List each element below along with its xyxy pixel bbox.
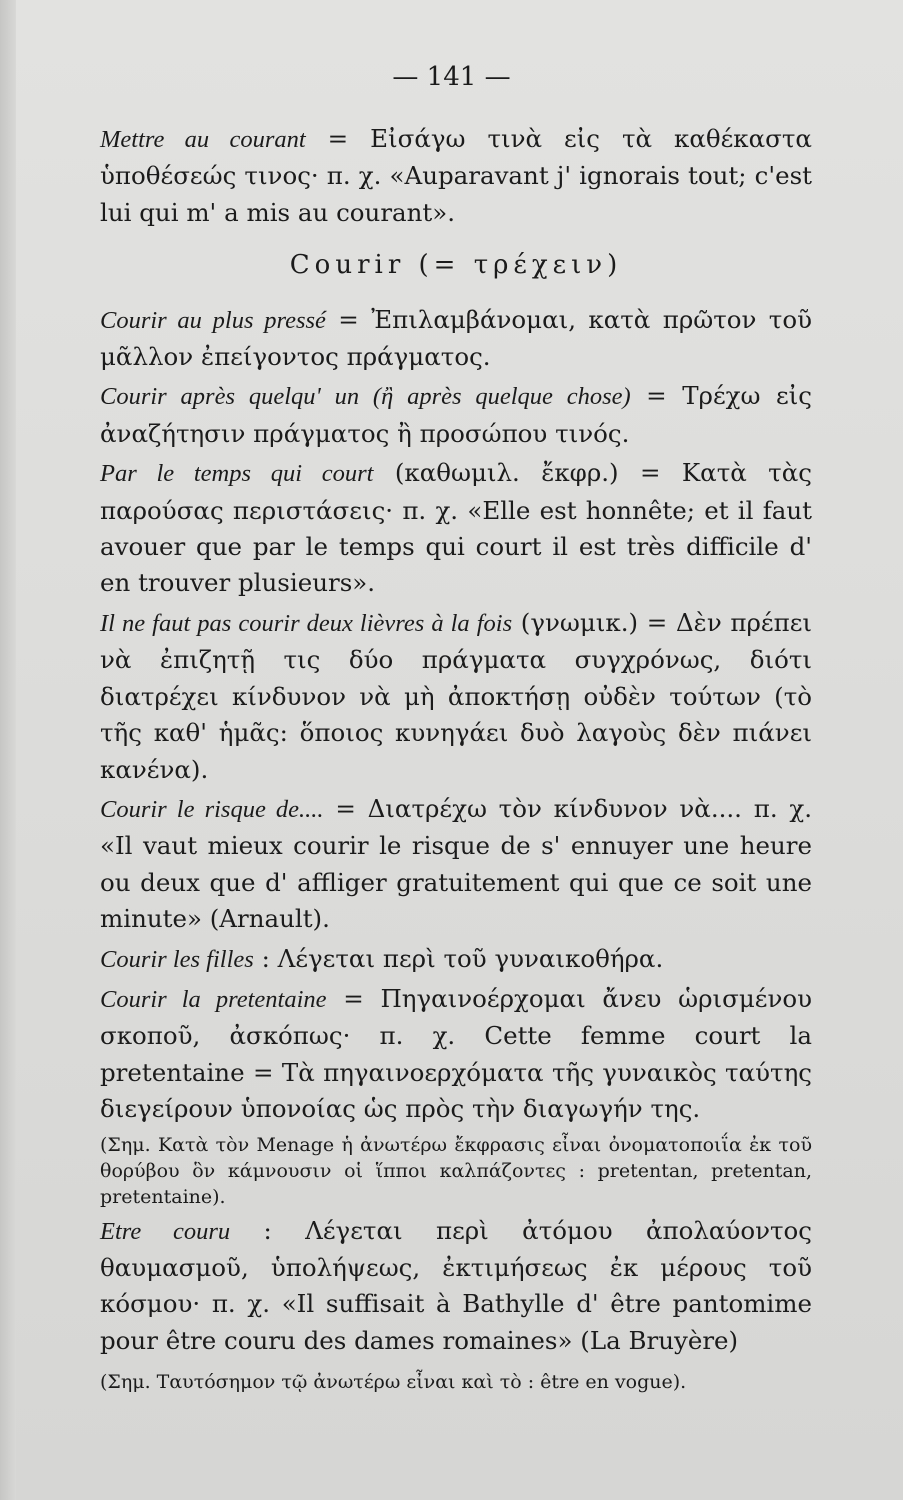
entry-text: : Λέγεται περὶ τοῦ γυναικοθήρα. <box>253 943 664 973</box>
entry-pretentaine <box>100 981 812 1128</box>
entry-etre-couru <box>100 1213 812 1360</box>
entry-courir-apres <box>100 378 812 452</box>
entry-term: Par le temps qui court <box>100 460 374 488</box>
entry-term: Courir le risque de.... <box>100 795 324 823</box>
entry-mettre-au-courant <box>100 121 812 231</box>
footnote-en-vogue: (Σημ. Ταυτόσημον τῷ ἀνωτέρω εἶναι καὶ τὸ : être en vogue). <box>100 1371 687 1394</box>
entry-text: = Εἰσάγω τινὰ εἰς τὰ καθέκαστα ὑποθέσεώς τινος· π. χ. «Auparavant j' ignorais tout; c'est lui qui m' a mis au courant». <box>100 124 812 227</box>
entry-text: = Διατρέχω τὸν κίνδυνον νὰ.... π. χ. «Il vaut mieux courir le risque de s' ennuyer une heure ou deux que d' affliger gratuitement qui que ce soit une minute» (Arnault). <box>100 793 812 934</box>
entry-term: Courir la pretentaine <box>100 985 327 1013</box>
entry-deux-lievres <box>100 605 812 788</box>
section-heading: Courir (= τρέχειν) <box>289 250 623 281</box>
entry-text: = Ἐπιλαμβάνομαι, κατὰ πρῶτον τοῦ μᾶλλον ἐπείγοντος πράγματος. <box>100 304 812 372</box>
entry-courir-au-plus-presse <box>100 302 812 376</box>
entry-courir-les-filles <box>100 941 812 978</box>
entry-term: Il ne faut pas courir deux lièvres à la fois <box>100 609 513 637</box>
footnote-menage: (Σημ. Κατὰ τὸν Menage ἡ ἀνωτέρω ἔκφρασις εἶναι ὀνοματοποιΐα ἐκ τοῦ θορύβου ὃν κάμνουσιν οἱ ἵπποι καλπάζοντες : pretentan, pretentan, pretentaine). <box>100 1133 812 1208</box>
entry-text: = Τρέχω εἰς ἀναζήτησιν πράγματος ἢ προσώπου τινός. <box>100 381 812 448</box>
page-number: — 141 — <box>392 62 511 92</box>
entry-text: : Λέγεται περὶ ἀτόμου ἀπολαύοντος θαυμασμοῦ, ὑπολήψεως, ἐκτιμήσεως ἐκ μέρους τοῦ κόσμου· π. χ. «Il suffisait à Bathylle d' être pantomime pour être couru des dames romaines» (La Bruyère) <box>100 1215 812 1355</box>
page-text <box>100 118 812 1395</box>
entry-term: Etre couru <box>100 1217 231 1245</box>
entry-term: Courir les filles <box>100 945 254 973</box>
entry-text: (γνωμικ.) = Δὲν πρέπει νὰ ἐπιζητῇ τις δύο πράγματα συγχρόνως, διότι διατρέχει κίνδυνον νὰ μὴ ἀποκτήσῃ οὐδὲν τούτων (τὸ τῆς καθ' ἡμᾶς: ὅποιος κυνηγάει δυὸ λαγοὺς δὲν πιάνει κανένα). <box>100 607 812 784</box>
entry-term: Courir après quelqu' un (ἢ après quelque chose) <box>100 383 631 411</box>
entry-term: Mettre au courant <box>100 126 306 153</box>
entry-text: (καθωμιλ. ἔκφρ.) = Κατὰ τὰς παρούσας περιστάσεις· π. χ. «Elle est honnête; et il faut avouer que par le temps qui court il est très difficile d' en trouver plusieurs». <box>100 458 812 598</box>
entry-term: Courir au plus pressé <box>100 306 326 334</box>
entry-text: = Πηγαινοέρχομαι ἄνευ ὡρισμένου σκοποῦ, ἀσκόπως· π. χ. Cette femme court la pretentaine = Τὰ πηγαινοερχόματα τῆς γυναικὸς ταύτης διεγείρουν ὑπονοίας ὡς πρὸς τὴν διαγωγήν της. <box>100 983 812 1124</box>
entry-courir-le-risque <box>100 791 812 938</box>
entry-par-le-temps <box>100 455 812 602</box>
